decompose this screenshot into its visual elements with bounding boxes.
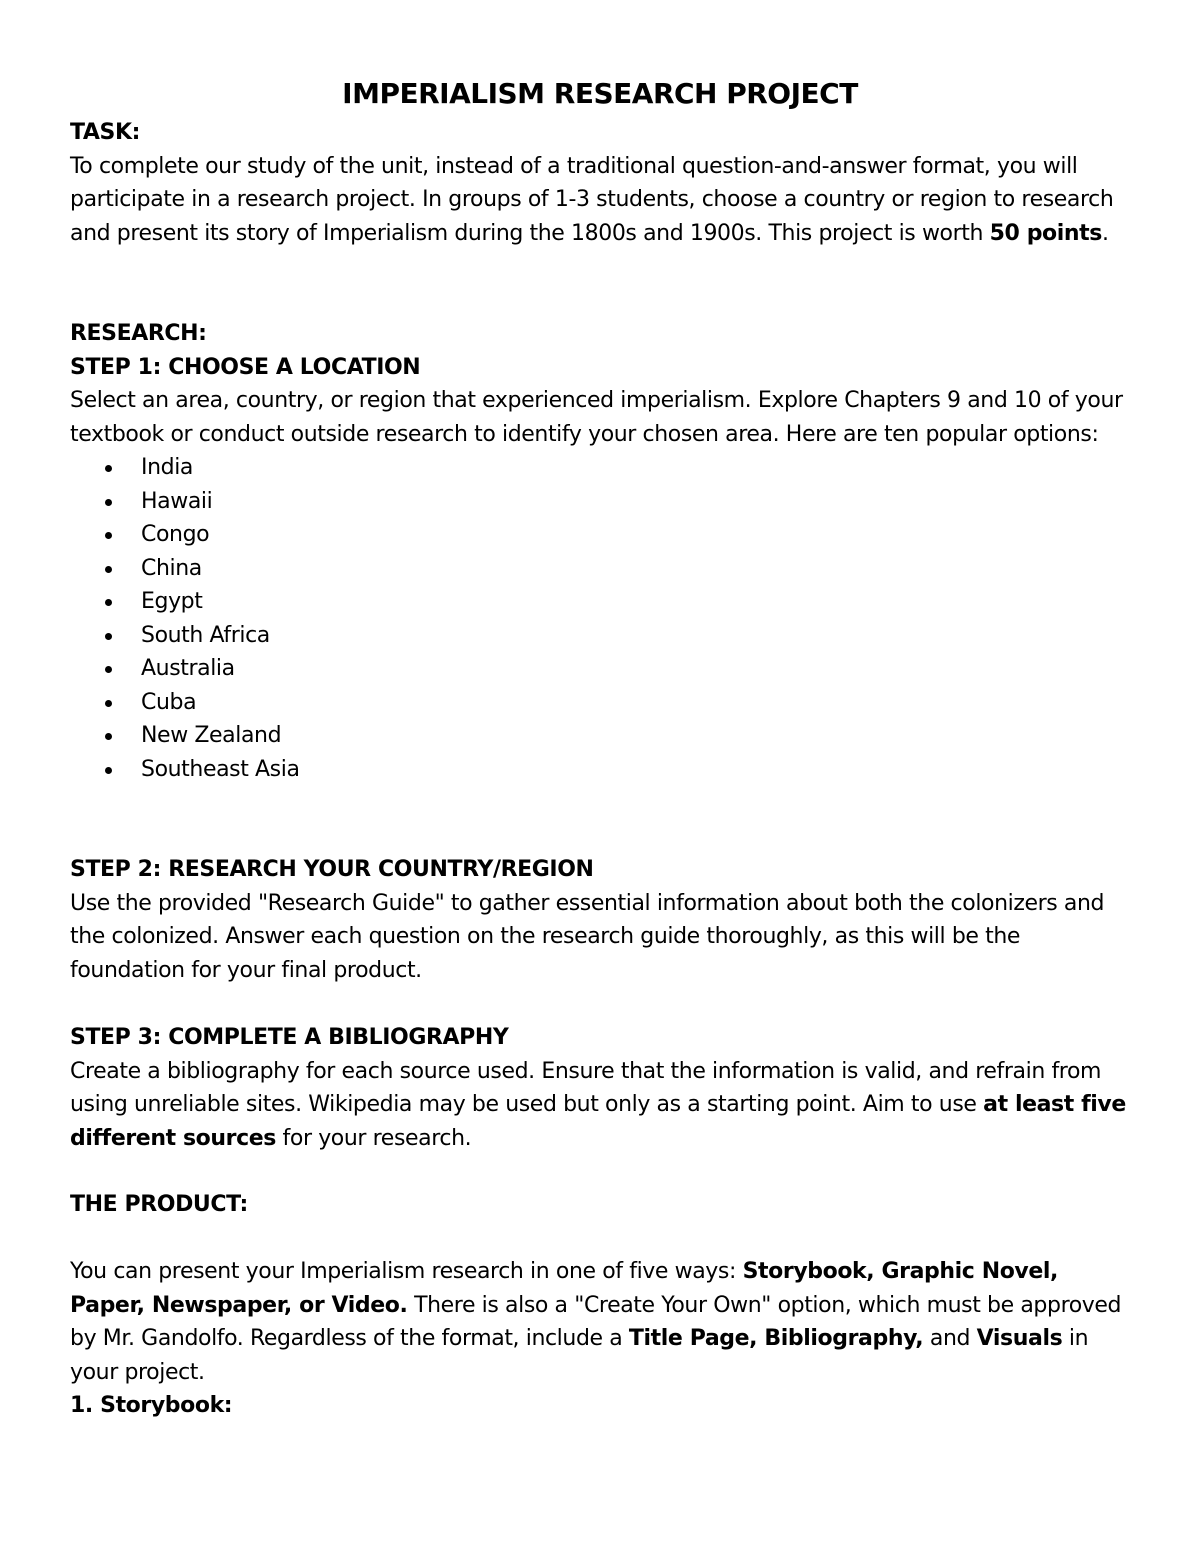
list-item: Cuba (70, 686, 1135, 720)
task-paragraph (70, 150, 1135, 251)
list-item: Congo (70, 518, 1135, 552)
list-item: New Zealand (70, 719, 1135, 753)
product-text-1: You can present your Imperialism research in one of five ways: (70, 1259, 743, 1284)
list-item: India (70, 451, 1135, 485)
step3-heading: STEP 3: COMPLETE A BIBLIOGRAPHY (70, 1025, 509, 1050)
product-text-2: There is also a "Create Your Own" option, which must be approved by Mr. Gandolfo. Regardless of the format, include a (70, 1292, 1122, 1351)
task-end: . (1101, 220, 1109, 246)
product-heading: THE PRODUCT: (70, 1192, 248, 1217)
list-item: Australia (70, 652, 1135, 686)
list-item: China (70, 552, 1135, 586)
step3-text: Create a bibliography for each source used. Ensure that the information is valid, and refrain from using unreliable sites. Wikipedia may be used but only as a starting point. Aim to use (70, 1058, 1102, 1117)
task-text: To complete our study of the unit, instead of a traditional question-and-answer format, you will participate in a research project. In groups of 1-3 students, choose a country or region to research and present its story of Imperialism during the 1800s and 1900s. This project is worth (70, 153, 1114, 246)
step3-paragraph (70, 1055, 1135, 1156)
step1-heading: STEP 1: CHOOSE A LOCATION (70, 354, 421, 380)
list-item: Hawaii (70, 485, 1135, 519)
step2-heading: STEP 2: RESEARCH YOUR COUNTRY/REGION (70, 857, 594, 882)
list-item: Southeast Asia (70, 753, 1135, 787)
page-title: IMPERIALISM RESEARCH PROJECT (342, 77, 858, 110)
list-item: South Africa (70, 619, 1135, 653)
task-section (70, 116, 1135, 250)
product-text-4: in your project. (70, 1326, 1089, 1385)
step2-section (70, 853, 1135, 987)
product-paragraph (70, 1255, 1135, 1389)
task-points: 50 points (989, 220, 1102, 246)
product-formats: Storybook, Graphic Novel, Paper, Newspaper, or Video. (70, 1259, 1058, 1318)
product-required-1: Title Page, Bibliography, (628, 1326, 924, 1351)
task-heading: TASK: (70, 120, 141, 145)
location-options-list (70, 451, 1135, 786)
product-section (70, 1188, 1135, 1222)
step2-text: Use the provided "Research Guide" to gather essential information about both the colonizers and the colonized. Answer each question on the research guide thoroughly, as this will be the foundation for your final product. (70, 890, 1105, 983)
research-section (70, 317, 1135, 786)
product-required-2: Visuals (976, 1326, 1063, 1351)
list-item: Egypt (70, 585, 1135, 619)
product-body (70, 1255, 1135, 1423)
step3-end: for your research. (275, 1125, 472, 1151)
storybook-heading: 1. Storybook: (70, 1393, 233, 1418)
step3-bold: at least five different sources (70, 1092, 1126, 1151)
product-text-3: and (923, 1326, 977, 1351)
step1-text: Select an area, country, or region that experienced imperialism. Explore Chapters 9 and 10 of your textbook or conduct outside research to identify your chosen area. Here are ten popular options: (70, 388, 1123, 447)
research-heading: RESEARCH: (70, 321, 207, 346)
step3-section (70, 1021, 1135, 1155)
